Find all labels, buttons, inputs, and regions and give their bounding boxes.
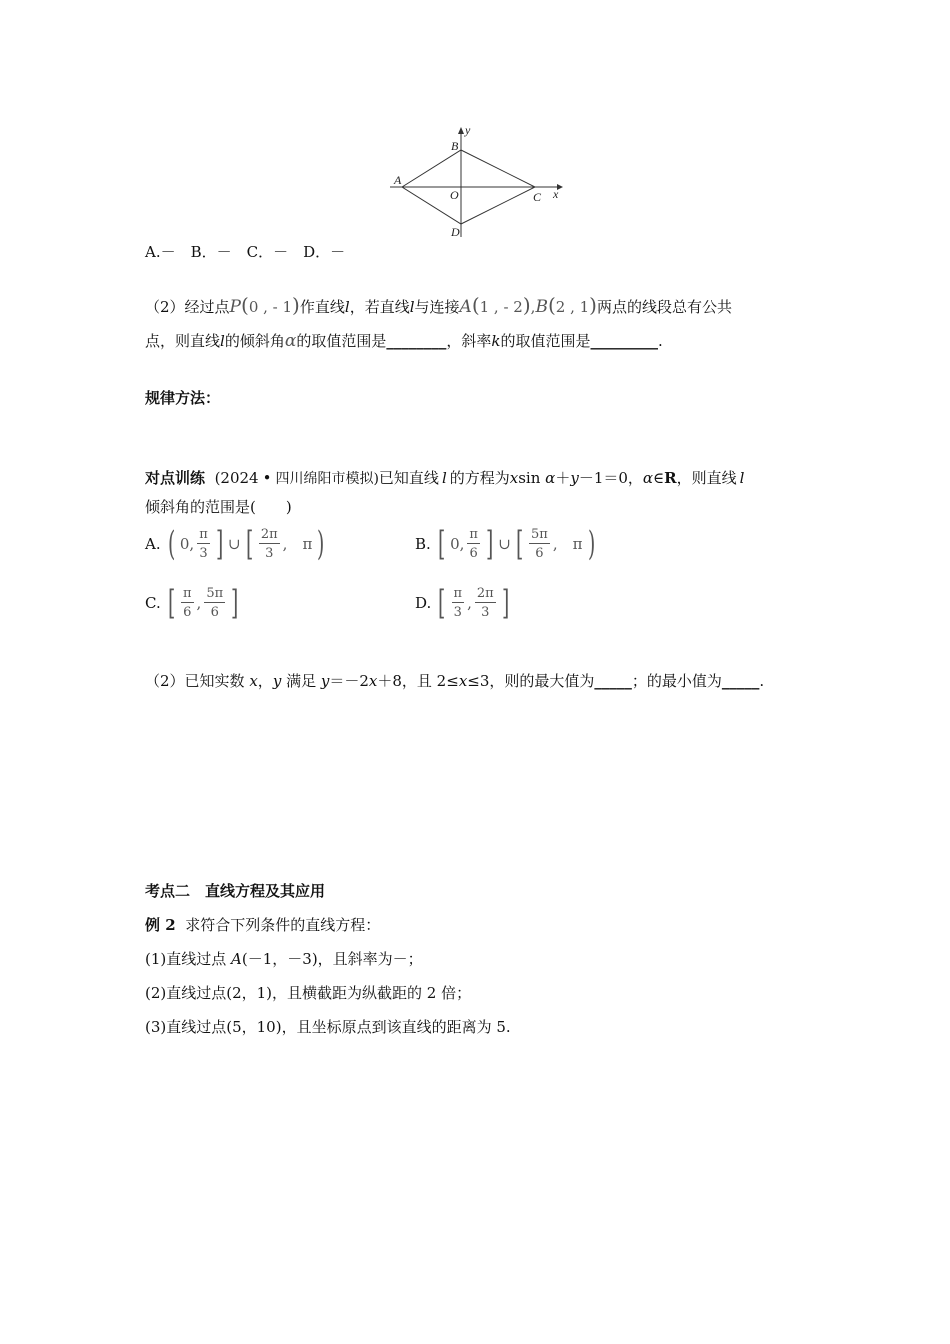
training-text2: 的方程为 [449, 469, 510, 487]
item1-point-a: A [231, 950, 242, 968]
q2-l2-text4: 的取值范围是 [500, 332, 591, 350]
rule-method-heading: 规律方法： [145, 389, 221, 407]
training-text3: ，则直线 [676, 469, 737, 487]
option-b-bracket-open2: [ [515, 524, 524, 564]
option-a-frac2 [259, 528, 280, 560]
q2-blank2[interactable]: _________ [590, 332, 658, 350]
question1-options: A.－ B．－ C．－ D．－ [145, 243, 346, 261]
option-c-frac2 [204, 587, 225, 619]
option-a-bracket-close2: ) [317, 524, 325, 564]
qxy-x3: x [458, 672, 468, 690]
q2-line-l: l [344, 298, 350, 316]
option-a-frac1-num: π [199, 527, 208, 542]
q2-l2-text2: 的取值范围是 [296, 332, 387, 350]
example2-item2: (2)直线过点(2，1)，且横截距为纵截距的 2 倍； [145, 984, 472, 1002]
training-text1: 已知直线 [378, 469, 439, 487]
q2-text4: 两点的线段总有公共 [596, 298, 732, 316]
item1-post: (－1，－3)，且斜率为－； [241, 950, 423, 968]
qxy-eq: ＝－2 [329, 672, 369, 690]
training-reals: R [664, 469, 677, 487]
q2-sep: , [530, 298, 536, 316]
y-axis-arrow [458, 127, 464, 134]
option-a-bracket-open2: [ [245, 524, 253, 564]
option-c-frac1 [181, 587, 194, 619]
training-eq-sin: sin [518, 469, 541, 487]
training-eq-alpha2: α [642, 469, 654, 487]
training-eq-x: x [509, 469, 519, 487]
point-a-label: A [394, 173, 402, 187]
training-in: ∈ [653, 469, 665, 487]
option-d-frac1-den: 3 [453, 605, 462, 620]
option-a-bracket-close: ] [215, 524, 224, 564]
q2-k: k [491, 332, 501, 350]
option-d-label: D. [415, 593, 432, 612]
training-source2: 四川绵阳市模拟) [275, 471, 379, 487]
option-b[interactable] [415, 524, 598, 564]
item1-pre: (1)直线过点 [145, 950, 227, 968]
axis-y-label: y [465, 123, 471, 137]
qxy-sep: ， [257, 672, 273, 690]
q2-blank1[interactable]: ________ [386, 332, 447, 350]
option-b-frac1-den: 6 [469, 546, 478, 561]
training-label: 对点训练 [145, 469, 206, 487]
q2-point-p: P [229, 297, 241, 317]
option-c-frac2-num: 5π [206, 586, 224, 601]
q2-paren-close-a: ) [522, 293, 531, 317]
option-a[interactable] [145, 524, 328, 564]
q2-b-coords: 2 , 1 [555, 298, 590, 316]
option-b-bracket-close2: ) [587, 524, 595, 564]
option-d-frac1-num: π [453, 586, 463, 601]
training-l: l [441, 469, 447, 487]
qxy-x: x [249, 672, 258, 690]
example2-text: 求符合下列条件的直线方程： [185, 916, 381, 934]
q2-l2-text: 的倾斜角 [224, 332, 285, 350]
example2 [145, 918, 380, 933]
option-c-frac2-den: 6 [210, 605, 219, 620]
rhombus-figure [385, 122, 570, 242]
option-b-bracket-open: [ [437, 524, 446, 564]
axis-x-label: x [553, 187, 559, 201]
option-b-frac2 [529, 528, 550, 560]
option-c-comma: , [196, 593, 202, 612]
q2-paren-open-a: ( [471, 293, 480, 317]
qxy-blank2[interactable]: _____ [721, 672, 760, 690]
q2-end: . [657, 332, 663, 350]
qxy-mid: 满足 [286, 672, 317, 690]
option-a-frac2-den: 3 [265, 546, 274, 561]
option-a-label: A. [145, 534, 161, 553]
training-eq-alpha: α [545, 469, 556, 487]
example2-item1 [145, 952, 423, 967]
q2-paren-open-b: ( [547, 293, 556, 317]
training-dot: • [262, 469, 272, 487]
training-line1 [145, 471, 744, 486]
option-d-frac1 [452, 587, 465, 619]
option-b-frac2-den: 6 [535, 546, 544, 561]
qxy-eq2: ＋8，且 2≤ [377, 672, 459, 690]
training-eq-plus: ＋ [555, 469, 571, 487]
option-c[interactable] [145, 583, 241, 623]
training-eq-rest: －1＝0， [578, 469, 643, 487]
section2-title: 考点二 直线方程及其应用 [145, 882, 326, 900]
option-b-label: B. [415, 534, 431, 553]
option-b-frac1 [467, 528, 480, 560]
q2-p-coords: 0 , - 1 [248, 298, 293, 316]
question-xy [145, 674, 764, 689]
option-d-bracket-open: [ [438, 583, 446, 623]
question2-line2 [145, 333, 663, 350]
q2-line-l2: l [409, 298, 415, 316]
point-b-label: B [451, 139, 459, 153]
option-b-frac1-num: π [469, 527, 478, 542]
q2-l2-prefix: 点，则直线 [145, 332, 221, 350]
point-d-label: D [451, 225, 460, 239]
option-a-frac2-num: 2π [260, 527, 278, 542]
q2-line-l3: l [220, 332, 225, 350]
q2-paren-close-b: ) [589, 293, 597, 317]
q2-paren-close: ) [292, 293, 300, 317]
option-d-frac2-den: 3 [481, 605, 490, 620]
option-a-left: 0, [179, 534, 195, 553]
qxy-blank1[interactable]: _____ [594, 672, 632, 690]
training-line2: 倾斜角的范围是( ) [145, 498, 292, 516]
option-b-bracket-close: ] [485, 524, 494, 564]
question2-line1 [145, 295, 732, 316]
qxy-eq3: ≤3，则的最大值为 [467, 672, 595, 690]
option-c-bracket-open: [ [167, 583, 175, 623]
q2-paren-open: ( [241, 293, 249, 317]
option-d-bracket-close: ] [501, 583, 509, 623]
q2-text: 作直线 [299, 298, 345, 316]
option-c-bracket-close: ] [231, 583, 239, 623]
qxy-y: y [272, 672, 282, 690]
training-source: (2024 [214, 469, 259, 487]
option-a-union: ∪ [228, 534, 241, 553]
option-a-frac1 [197, 528, 210, 560]
option-d-frac2 [475, 587, 496, 619]
origin-label: O [450, 188, 459, 202]
option-a-right: , π [282, 534, 313, 553]
option-c-frac1-num: π [182, 586, 192, 601]
training-l2: l [739, 469, 745, 487]
q2-l2-text3: ，斜率 [446, 332, 492, 350]
point-c-label: C [533, 190, 542, 204]
option-d[interactable] [415, 583, 512, 623]
qxy-y2: y [320, 672, 330, 690]
option-a-bracket-open: ( [167, 524, 175, 564]
training-eq-y: y [570, 469, 579, 487]
option-b-union: ∪ [498, 534, 511, 553]
option-b-right: , π [552, 534, 583, 553]
q2-text2: ，若直线 [349, 298, 410, 316]
option-b-frac2-num: 5π [531, 527, 548, 542]
q2-text3: 与连接 [414, 298, 460, 316]
option-a-frac1-den: 3 [199, 546, 208, 561]
option-c-label: C. [145, 593, 161, 612]
option-b-left: 0, [450, 534, 465, 553]
qxy-pre: （2）已知实数 [145, 672, 245, 690]
q2-alpha: α [284, 331, 297, 351]
q2-point-b: B [535, 297, 548, 317]
qxy-mid2: ；的最小值为 [631, 672, 722, 690]
option-d-comma: , [467, 593, 472, 612]
option-d-frac2-num: 2π [476, 586, 494, 601]
example2-item3: (3)直线过点(5，10)，且坐标原点到该直线的距离为 5. [145, 1018, 511, 1036]
q2-point-a: A [459, 297, 472, 317]
q2-prefix: （2）经过点 [145, 298, 230, 316]
qxy-end: . [759, 672, 765, 690]
option-c-frac1-den: 6 [183, 605, 192, 620]
q2-a-coords: 1 , - 2 [479, 298, 523, 316]
qxy-x2: x [368, 672, 378, 690]
example2-label: 例 2 [145, 916, 176, 934]
